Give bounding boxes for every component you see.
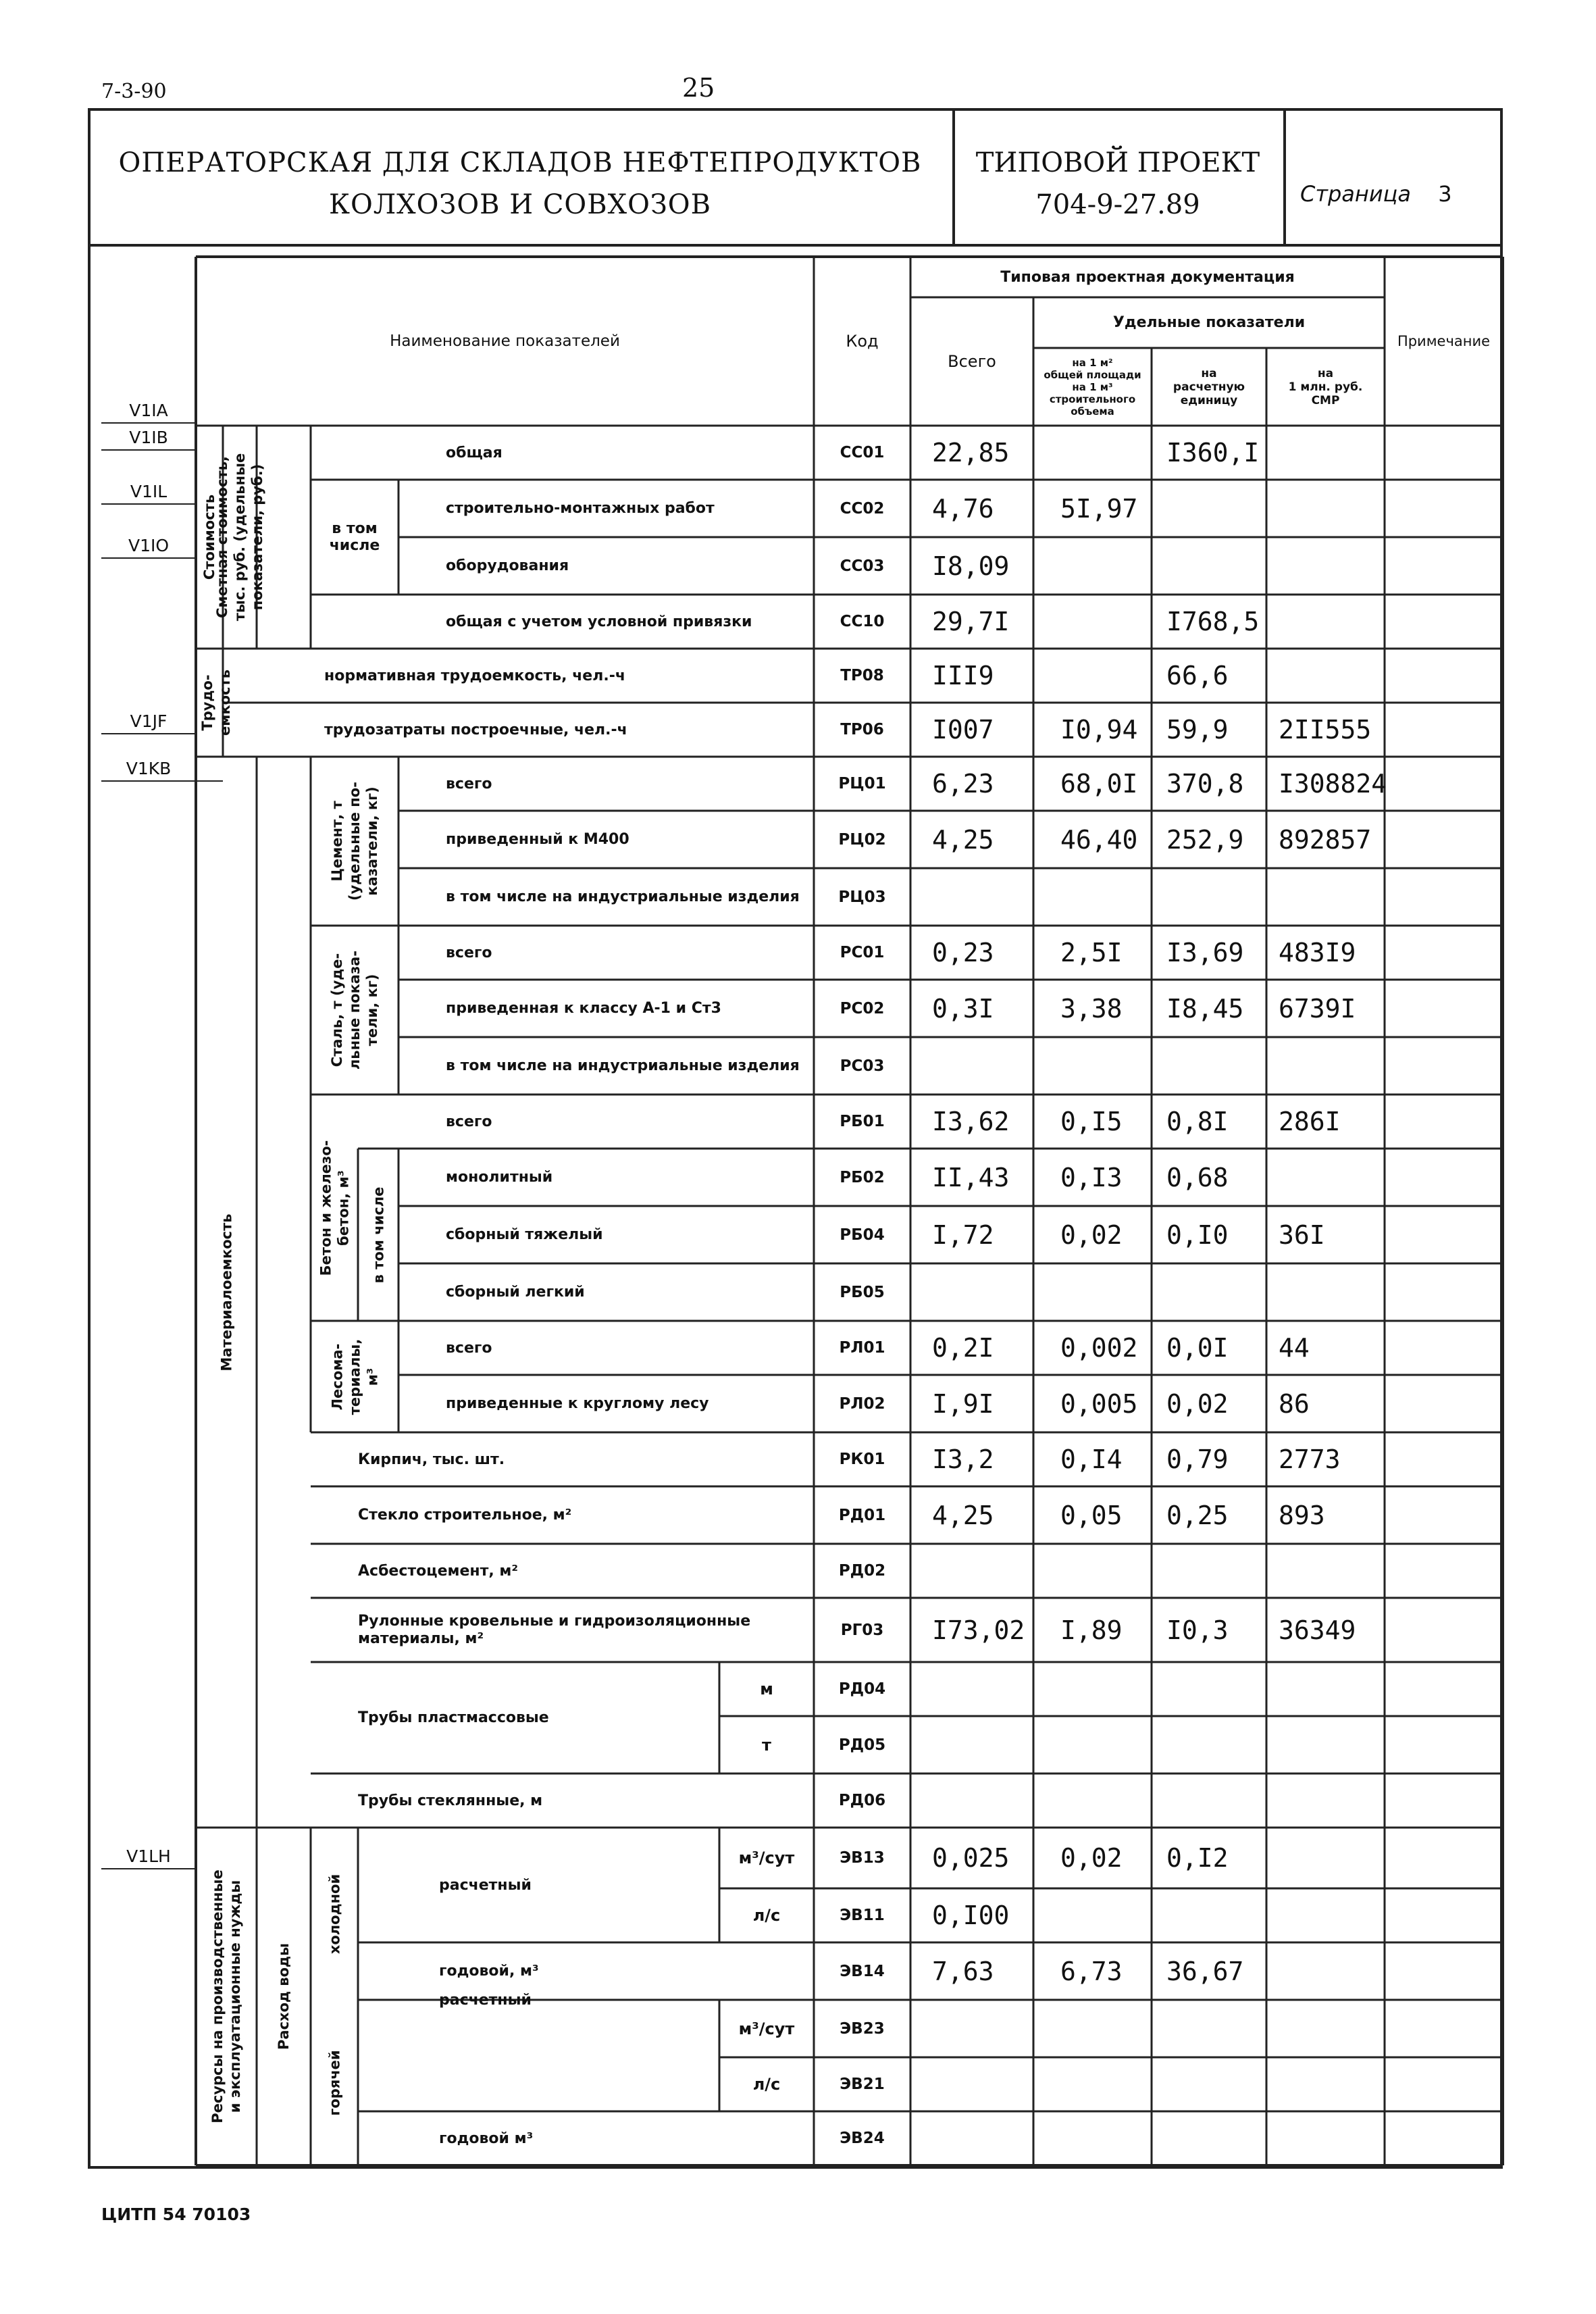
value-per-unit: 252,9 [1166, 824, 1244, 855]
value-per-mln [1266, 595, 1397, 649]
header-line: на 1 м² [1072, 356, 1113, 369]
value-per-unit [1152, 1888, 1281, 1942]
value-per-unit: 59,9 [1166, 715, 1229, 745]
rotated-label-line: холодной [326, 1873, 342, 1954]
indicator-name: общая с учетом условной привязки [446, 613, 752, 630]
margin-marker: V1KB [126, 758, 172, 778]
rotated-label-line: емкость [217, 670, 233, 736]
row-code: ЭВ11 [840, 1907, 885, 1924]
unit-label: т [762, 1735, 771, 1755]
rotated-label-line: Стоимость [201, 494, 217, 580]
value-per-m2: 2,5I [1060, 938, 1123, 967]
value-per-unit: 370,8 [1166, 769, 1244, 799]
group-water [257, 1828, 311, 2165]
value-per-mln: 892857 [1279, 824, 1372, 855]
indicator-name: всего [446, 1339, 492, 1357]
unit-label: м [760, 1680, 773, 1699]
margin-marker-line [101, 733, 196, 734]
value-per-m2: 0,I5 [1060, 1107, 1123, 1136]
rotated-label-line: Расход воды [276, 1943, 292, 2050]
indicator-name: расчетный [439, 1876, 532, 1894]
unit-label: м³/сут [738, 2019, 795, 2038]
row-code: РД04 [838, 1680, 886, 1698]
page-number: 25 [682, 73, 715, 103]
value-total: 4,25 [932, 1500, 994, 1530]
value-per-unit: 0,8I [1166, 1107, 1229, 1136]
value-total: I3,62 [932, 1107, 1010, 1136]
row-code: ЭВ21 [840, 2076, 885, 2093]
value-per-unit [1152, 2057, 1281, 2111]
rotated-label-line: Трудо- [199, 674, 215, 731]
value-per-unit: I0,3 [1166, 1615, 1229, 1645]
value-per-m2: 0,02 [1060, 1843, 1123, 1873]
rotated-label-line: териалы, [346, 1338, 363, 1415]
value-per-mln [1266, 2057, 1397, 2111]
rotated-label-line: Материалоемкость [218, 1213, 234, 1372]
indicator-name: Трубы стеклянные, м [358, 1792, 543, 1809]
row-code: СС01 [840, 444, 885, 461]
value-total: I,9I [932, 1388, 994, 1419]
header-line: общей площади [1044, 368, 1141, 381]
value-per-unit: I768,5 [1166, 607, 1260, 636]
margin-marker: V1JF [130, 711, 168, 731]
indicator-name: оборудования [446, 557, 569, 574]
value-per-mln [1266, 2000, 1397, 2057]
row-code: РД01 [838, 1506, 886, 1524]
group-concrete [311, 1095, 358, 1321]
rotated-label-line: показатели, руб.) [249, 463, 265, 611]
value-per-mln [1266, 1774, 1397, 1828]
value-per-mln [1266, 1662, 1397, 1716]
indicator-name: сборный легкий [446, 1284, 585, 1301]
value-per-m2: I,89 [1060, 1615, 1123, 1645]
margin-marker-line [101, 503, 196, 505]
margin-marker: V1IO [128, 535, 170, 555]
column-header-note: Примечание [1397, 333, 1491, 349]
column-header-total: Всего [948, 352, 996, 371]
rotated-label-line: льные показа- [346, 950, 363, 1070]
margin-marker: V1IA [129, 400, 168, 420]
sheet-label-text: Страница [1300, 181, 1412, 207]
rotated-label-line: Сметная стоимость, [214, 456, 230, 618]
value-per-mln: 286I [1279, 1107, 1341, 1136]
margin-marker-line [101, 449, 196, 451]
row-code: РС01 [840, 944, 885, 961]
indicator-name: всего [446, 944, 492, 961]
value-per-mln: 44 [1279, 1333, 1310, 1363]
group-cold-water [311, 1828, 358, 2000]
value-per-unit: 66,6 [1166, 661, 1229, 690]
group-concrete-included [358, 1149, 398, 1321]
row-code: ЭВ24 [840, 2130, 885, 2147]
value-per-unit: I8,45 [1166, 993, 1244, 1024]
value-per-unit [1152, 1263, 1281, 1321]
rotated-label-line: тыс. руб. (удельные [232, 453, 248, 622]
value-total: 4,25 [932, 824, 994, 855]
unit-label: л/с [752, 1906, 781, 1925]
value-per-unit: 0,0I [1166, 1333, 1229, 1363]
row-code: ТР06 [840, 721, 884, 738]
value-per-unit: 0,I0 [1166, 1219, 1229, 1250]
document-code: 7-3-90 [101, 80, 167, 103]
indicator-name: всего [446, 775, 492, 793]
value-per-m2: 0,002 [1060, 1333, 1138, 1363]
margin-marker: V1LH [126, 1846, 171, 1866]
row-code: РК01 [839, 1451, 885, 1468]
value-per-unit: 0,25 [1166, 1500, 1229, 1530]
value-per-unit [1152, 1774, 1281, 1828]
indicator-name: приведенный к М400 [446, 831, 629, 848]
value-per-unit: I3,69 [1166, 938, 1244, 967]
row-code: РБ01 [840, 1113, 885, 1130]
value-total: I73,02 [932, 1615, 1025, 1645]
row-code: СС03 [840, 557, 885, 575]
row-code: РБ04 [840, 1226, 885, 1244]
indicator-name: в том числе на индустриальные изделия [446, 1057, 800, 1074]
value-total: I8,09 [932, 551, 1010, 581]
column-header-code: Код [846, 332, 879, 351]
value-per-mln: 483I9 [1279, 938, 1356, 967]
footer-code: ЦИТП 54 70103 [101, 2205, 251, 2224]
value-per-unit: 36,67 [1166, 1956, 1244, 1986]
unit-label: л/с [752, 2075, 781, 2094]
project-line: 704-9-27.89 [1035, 189, 1200, 220]
column-header-per-mln [1266, 348, 1385, 426]
value-per-m2: 0,05 [1060, 1500, 1123, 1530]
value-total: I3,2 [932, 1444, 994, 1474]
value-per-mln: 893 [1279, 1500, 1325, 1530]
row-code: РД06 [838, 1792, 886, 1809]
value-per-mln [1266, 426, 1397, 480]
value-per-unit [1152, 2000, 1281, 2057]
rotated-label-line: казатели, кг) [364, 786, 380, 896]
value-total: 6,23 [932, 769, 994, 799]
rotated-label-line: м³ [364, 1367, 380, 1386]
indicator-name: расчетный [439, 1991, 532, 2009]
sheet-value: 3 [1438, 181, 1452, 207]
margin-marker-line [101, 1868, 196, 1869]
title-line: ОПЕРАТОРСКАЯ ДЛЯ СКЛАДОВ НЕФТЕПРОДУКТОВ [118, 147, 922, 178]
indicator-name: нормативная трудоемкость, чел.-ч [324, 667, 625, 684]
value-total: 0,2I [932, 1333, 994, 1363]
margin-marker-line [101, 422, 196, 424]
value-per-mln: 2773 [1279, 1444, 1341, 1474]
value-per-mln [1266, 1888, 1397, 1942]
indicator-name: приведенная к классу А-1 и Ст3 [446, 1000, 721, 1017]
value-total: 4,76 [932, 493, 994, 524]
header-line: расчетную [1173, 380, 1245, 394]
row-code: ЭВ23 [840, 2019, 885, 2038]
value-per-unit [1152, 1716, 1281, 1774]
value-per-mln: 6739I [1279, 993, 1356, 1024]
row-code: ЭВ14 [840, 1962, 885, 1980]
group-cement [311, 757, 398, 926]
row-code: РЦ02 [838, 830, 886, 849]
value-total: 0,23 [932, 938, 994, 967]
group-labor [196, 649, 236, 757]
title-line: КОЛХОЗОВ И СОВХОЗОВ [329, 189, 711, 220]
header-line: 1 млн. руб. [1288, 380, 1363, 394]
group-hot-water [311, 2000, 358, 2165]
header-line: на [1201, 366, 1217, 380]
group-steel [311, 926, 398, 1095]
margin-marker: V1IL [130, 481, 168, 501]
header-line: на 1 м³ [1072, 380, 1113, 393]
value-per-m2: 68,0I [1060, 769, 1138, 799]
value-per-unit [1152, 537, 1281, 595]
group-wood [311, 1321, 398, 1432]
project-line: ТИПОВОЙ ПРОЕКТ [975, 147, 1260, 178]
row-code: ТР08 [840, 667, 884, 684]
value-total: I007 [932, 715, 994, 745]
value-total: II,43 [932, 1162, 1010, 1192]
value-per-unit: 0,68 [1166, 1162, 1229, 1192]
value-per-mln [1266, 1942, 1397, 2000]
rotated-label-line: тели, кг) [364, 974, 380, 1047]
column-header-per-m2 [1033, 348, 1152, 426]
value-per-mln [1266, 1263, 1397, 1321]
indicator-name: Асбестоцемент, м² [358, 1562, 518, 1580]
value-per-mln: 2II555 [1279, 715, 1372, 745]
value-total: I,72 [932, 1219, 994, 1250]
indicator-name: сборный тяжелый [446, 1226, 603, 1243]
rotated-label-line: (удельные по- [346, 782, 363, 901]
value-per-mln [1266, 2111, 1397, 2165]
value-per-mln [1266, 537, 1397, 595]
header-line: на [1317, 366, 1334, 380]
indicator-name: годовой, м³ [439, 1963, 539, 1980]
value-per-mln [1266, 868, 1397, 926]
value-total: 0,I00 [932, 1901, 1010, 1930]
row-code: СС02 [840, 499, 885, 518]
value-per-m2: 6,73 [1060, 1956, 1123, 1986]
value-per-mln [1266, 1544, 1397, 1598]
value-total: III9 [932, 661, 994, 690]
value-per-m2: 0,02 [1060, 1219, 1123, 1250]
row-code: РС03 [840, 1057, 885, 1075]
column-header-typical-docs: Типовая проектная документация [1000, 268, 1295, 286]
value-per-unit [1152, 1544, 1281, 1598]
margin-marker: V1IB [129, 427, 168, 447]
value-per-m2: 0,I4 [1060, 1444, 1123, 1474]
rotated-label-line: в том числе [370, 1186, 386, 1283]
value-total: 7,63 [932, 1956, 994, 1986]
indicator-name: строительно-монтажных работ [446, 500, 715, 517]
value-per-m2: 0,I3 [1060, 1162, 1123, 1192]
value-per-unit [1152, 2111, 1281, 2165]
value-per-unit [1152, 1037, 1281, 1095]
value-total: 22,85 [932, 438, 1010, 468]
margin-marker-line [101, 780, 223, 782]
row-code: РЦ01 [838, 775, 886, 793]
value-per-m2: 5I,97 [1060, 493, 1138, 524]
indicator-name: монолитный [446, 1169, 553, 1186]
value-per-m2: 0,005 [1060, 1388, 1138, 1419]
row-code: РБ02 [840, 1168, 885, 1186]
value-per-unit [1152, 1662, 1281, 1716]
row-code: РД02 [838, 1562, 886, 1580]
rotated-label-line: Ресурсы на производственные [209, 1869, 226, 2123]
rotated-label-line: бетон, м³ [335, 1169, 351, 1246]
row-code: РБ05 [840, 1283, 885, 1301]
value-per-unit: 0,79 [1166, 1444, 1229, 1474]
value-per-mln [1266, 480, 1397, 537]
value-per-mln: I308824 [1279, 769, 1387, 799]
value-per-mln: 36I [1279, 1219, 1325, 1250]
value-per-unit [1152, 480, 1281, 537]
row-code: РД05 [838, 1736, 886, 1754]
indicator-name: Трубы пластмассовые [358, 1709, 549, 1726]
value-per-mln: 36349 [1279, 1615, 1356, 1645]
unit-label: м³/сут [738, 1848, 795, 1867]
value-total: 0,3I [932, 993, 994, 1024]
indicator-name: трудозатраты построечные, чел.-ч [324, 721, 627, 738]
value-per-mln [1266, 1037, 1397, 1095]
indicator-name: годовой м³ [439, 2130, 534, 2147]
value-per-unit: 0,I2 [1166, 1843, 1229, 1873]
group-material [196, 757, 257, 1828]
rotated-label-line: Бетон и железо- [317, 1140, 334, 1276]
group-cost-detail [214, 426, 265, 649]
value-per-mln: 86 [1279, 1388, 1310, 1419]
header-line: СМР [1311, 393, 1340, 407]
column-header-specific: Удельные показатели [1112, 314, 1306, 331]
row-code: ЭВ13 [840, 1849, 885, 1867]
indicator-name: в том числе на индустриальные изделия [446, 888, 800, 905]
row-code: РС02 [840, 999, 885, 1017]
value-per-mln [1266, 1716, 1397, 1774]
group-resources [196, 1828, 257, 2165]
value-total: 0,025 [932, 1843, 1010, 1873]
value-per-mln [1266, 1828, 1397, 1888]
indicator-name: всего [446, 1113, 492, 1130]
value-total: 29,7I [932, 607, 1010, 636]
value-per-m2: 3,38 [1060, 993, 1123, 1024]
header-line: объема [1071, 405, 1114, 418]
value-per-m2: 46,40 [1060, 824, 1138, 855]
row-code: РЛ01 [839, 1339, 885, 1357]
value-per-unit: 0,02 [1166, 1388, 1229, 1419]
indicator-name: общая [446, 444, 503, 461]
indicator-name: Стекло строительное, м² [358, 1507, 572, 1524]
value-per-mln [1266, 649, 1397, 703]
row-code: РЛ02 [839, 1394, 885, 1413]
indicator-name: Кирпич, тыс. шт. [358, 1451, 505, 1468]
column-header-per-unit [1152, 348, 1266, 426]
group-included: в том числе [329, 520, 380, 554]
row-code: СС10 [840, 613, 885, 630]
header-line: единицу [1180, 393, 1238, 407]
value-per-unit: I360,I [1166, 438, 1260, 468]
rotated-label-line: Сталь, т (уде- [329, 953, 345, 1067]
rotated-label-line: Цемент, т [329, 801, 345, 882]
value-per-mln [1266, 1149, 1397, 1206]
header-line: строительного [1049, 393, 1136, 405]
margin-marker-line [101, 557, 196, 559]
row-code: РГ03 [840, 1621, 884, 1639]
indicator-name: приведенные к круглому лесу [446, 1395, 709, 1412]
rotated-label-line: и эксплуатационные нужды [227, 1880, 243, 2113]
row-code: РЦ03 [838, 888, 886, 906]
indicator-name: Рулонные кровельные и гидроизоляционные материалы, м² [358, 1612, 751, 1647]
value-per-m2: I0,94 [1060, 715, 1138, 745]
rotated-label-line: Лесома- [329, 1343, 345, 1410]
value-per-unit [1152, 868, 1281, 926]
rotated-label-line: горячей [326, 2049, 342, 2116]
column-header-name: Наименование показателей [390, 332, 620, 350]
